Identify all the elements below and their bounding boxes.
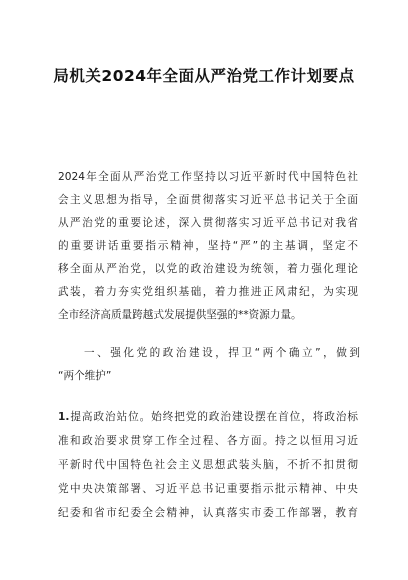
intro-line: 移全面从严治党，以党的政治建设为统领，着力强化理论 <box>58 263 358 275</box>
item-line: 党中央决策部署、习近平总书记重要指示批示精神、中央 <box>58 483 358 495</box>
intro-line: 从严治党的重要论述，深入贯彻落实习近平总书记对我省 <box>58 217 358 229</box>
section-heading-line: 一、强化党的政治建设，捍卫“两个确立”，做到 <box>84 347 360 359</box>
section-heading-line: “两个维护” <box>58 370 112 382</box>
intro-line: 的重要讲话重要指示精神，坚持“严”的主基调，坚定不 <box>58 240 358 252</box>
item-number: 1. <box>58 411 70 423</box>
item-line: 平新时代中国特色社会主义思想武装头脑，不折不扣贯彻 <box>58 459 358 471</box>
item-line-text: 提高政治站位。始终把党的政治建设摆在首位，将政治标 <box>69 411 358 423</box>
intro-line: 2024年全面从严治党工作坚持以习近平新时代中国特色社 <box>58 171 358 183</box>
section-heading <box>58 342 358 388</box>
document-title: 局机关2024年全面从严治党工作计划要点 <box>53 67 355 85</box>
intro-line: 会主义思想为指导，全面贯彻落实习近平总书记关于全面 <box>58 194 358 206</box>
intro-line: 全市经济高质量跨越式发展提供坚强的**资源力量。 <box>58 309 302 321</box>
intro-line: 武装，着力夯实党组织基础，着力推进正风肃纪，为实现 <box>58 286 358 298</box>
item-paragraph <box>58 405 358 525</box>
item-line: 准和政治要求贯穿工作全过程、各方面。持之以恒用习近 <box>58 435 358 447</box>
item-first-line <box>58 405 358 429</box>
item-line: 纪委和省市纪委全会精神，认真落实市委工作部署，教育 <box>58 507 358 519</box>
intro-paragraph <box>58 166 358 327</box>
